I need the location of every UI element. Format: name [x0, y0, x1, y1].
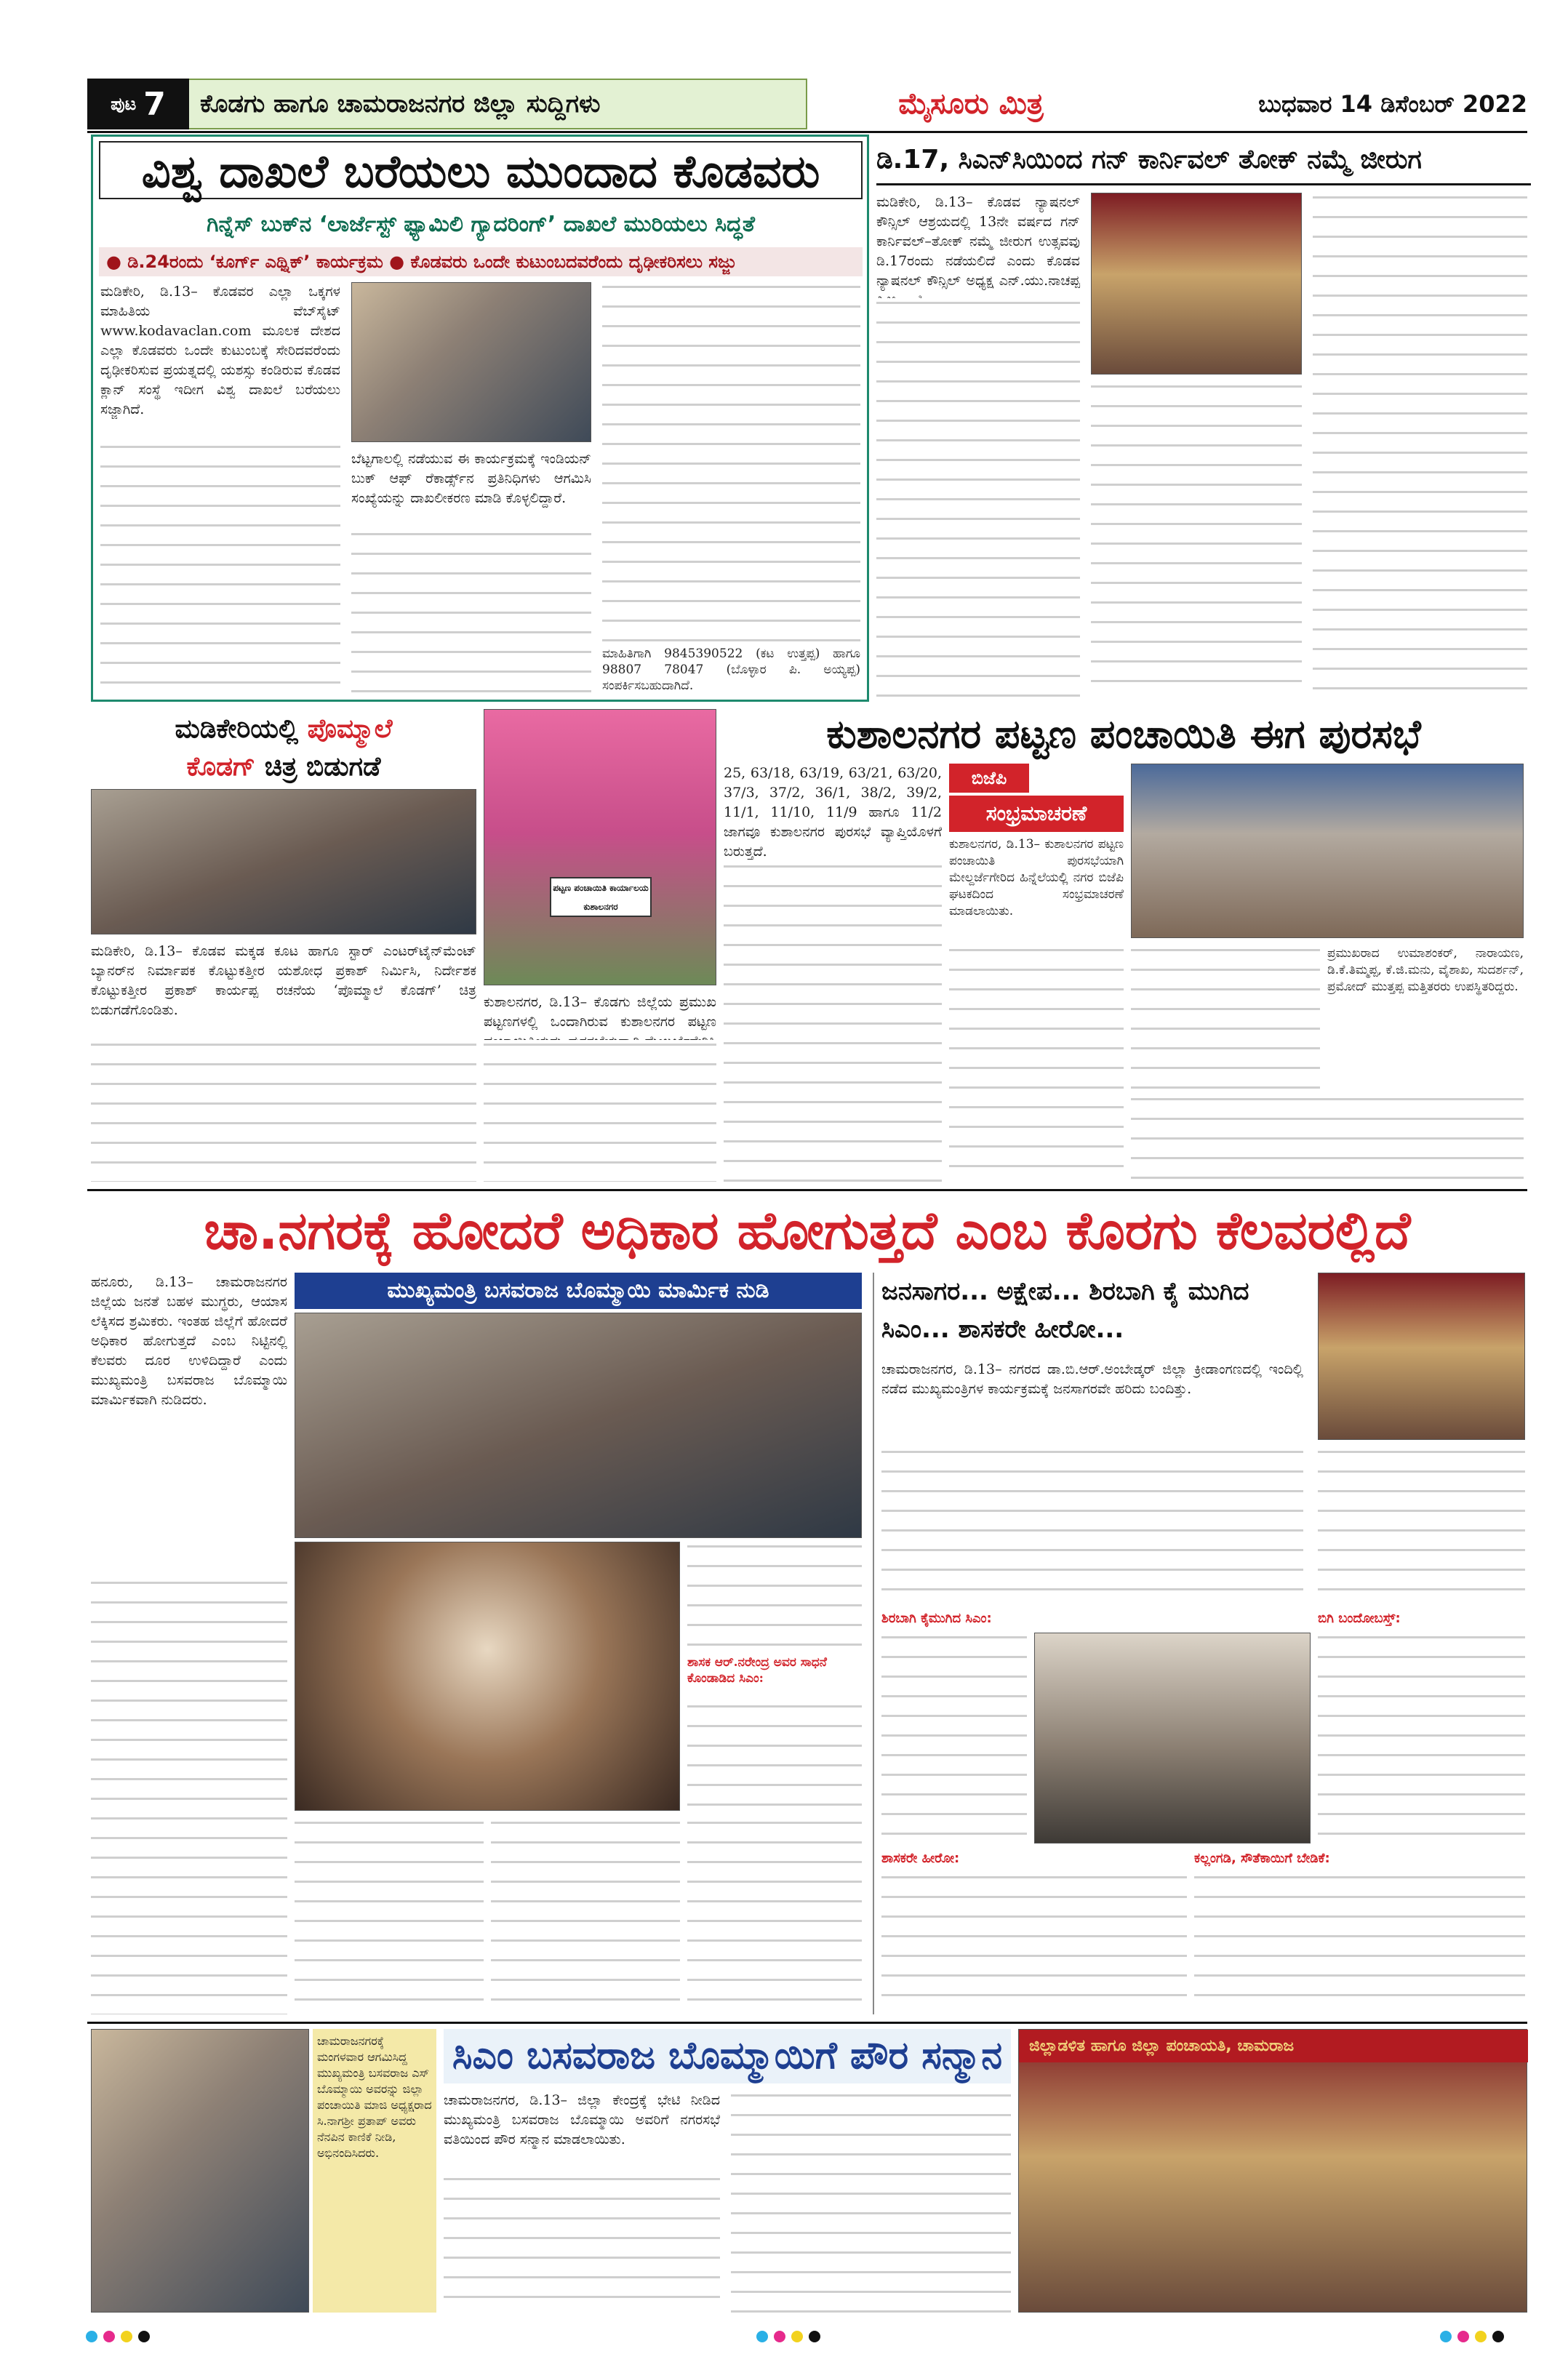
story-headline-kushalanagara: ಕುಶಾಲನಗರ ಪಟ್ಟಣ ಪಂಚಾಯಿತಿ ಈಗ ಪುರಸಭೆ	[826, 711, 1421, 757]
building-sign: ಪಟ್ಟಣ ಪಂಚಾಯಿತಿ ಕಾರ್ಯಾಲಯ ಕುಶಾಲನಗರ	[550, 877, 652, 917]
body-column-filler	[1194, 1873, 1525, 2011]
story-bjp-celebration	[949, 764, 1124, 1182]
subhead-3: ಶಾಸಕರೇ ಹೀರೋ:	[881, 1851, 960, 1866]
body-column-filler	[687, 1702, 862, 1811]
registration-dot-icon	[103, 2331, 115, 2342]
registration-dot-icon	[1440, 2331, 1452, 2342]
story-lead: ಚಾಮರಾಜನಗರ, ಡಿ.13– ನಗರದ ಡಾ.ಬಿ.ಆರ್.ಅಂಬೇಡ್ಕರ್ ಜಿಲ್ಲಾ ಕ್ರೀಡಾಂಗಣದಲ್ಲಿ ಇಂದಿಲ್ಲಿ ನಡೆದ ಮುಖ್ಯಮಂತ್ರಿಗಳ ಕಾರ್ಯಕ್ರಮಕ್ಕೆ ಜನಸಾಗರವೇ ಹರಿದು ಬಂದಿತ್ತು.	[881, 1361, 1303, 1397]
story-lead: ಚಾಮರಾಜನಗರ, ಡಿ.13– ಜಿಲ್ಲಾ ಕೇಂದ್ರಕ್ಕೆ ಭೇಟಿ ನೀಡಿದ ಮುಖ್ಯಮಂತ್ರಿ ಬಸವರಾಜ ಬೊಮ್ಮಾಯಿ ಅವರಿಗೆ ನಗರಸಭೆ ವತಿಯಿಂದ ಪೌರ ಸನ್ಮಾನ ಮಾಡಲಾಯಿತು.	[444, 2092, 720, 2147]
story-film-release	[91, 709, 476, 1182]
story-headline-line1	[91, 709, 476, 749]
subhead-2: ಬಿಗಿ ಬಂದೋಬಸ್ತ್:	[1318, 1611, 1401, 1626]
photo-panchayat-building	[484, 709, 716, 985]
story-subhead: ಗಿನ್ನೆಸ್ ಬುಕ್‌ನ ‘ಲಾರ್ಜೆಸ್ಟ್ ಫ್ಯಾಮಿಲಿ ಗ್ಯಾದರಿಂಗ್’ ದಾಖಲೆ ಮುರಿಯಲು ಸಿದ್ಧತೆ	[207, 212, 755, 237]
registration-dot-icon	[121, 2331, 132, 2342]
page-number: 7	[143, 85, 166, 123]
registration-dot-icon	[774, 2331, 785, 2342]
subhead-4: ಕಲ್ಲಂಗಡಿ, ಸೌತೆಕಾಯಿಗೆ ಬೇಡಿಕೆ:	[1194, 1851, 1330, 1866]
body-column-filler	[1091, 382, 1302, 698]
photo-felicitation	[91, 2029, 309, 2313]
story-lead: ಕುಶಾಲನಗರ, ಡಿ.13– ಕುಶಾಲನಗರ ಪಟ್ಟಣ ಪಂಚಾಯಿತಿ ಪುರಸಭೆಯಾಗಿ ಮೇಲ್ದರ್ಜೆಗೇರಿದ ಹಿನ್ನೆಲೆಯಲ್ಲಿ ನಗರ ಬಿಜೆಪಿ ಘಟಕದಿಂದ ಸಂಭ್ರಮಾಚರಣೆ ಮಾಡಲಾಯಿತು.	[949, 837, 1124, 918]
subhead-1: ಶಿರಬಾಗಿ ಕೈಮುಗಿದ ಸಿಎಂ:	[881, 1611, 992, 1626]
registration-dot-icon	[1492, 2331, 1504, 2342]
backdrop-banner: ಜಿಲ್ಲಾಡಳಿತ ಹಾಗೂ ಜಿಲ್ಲಾ ಪಂಚಾಯತಿ, ಚಾಮರಾಜ	[1019, 2030, 1528, 2062]
masthead-rule	[87, 131, 1527, 133]
body-column-filler	[687, 1818, 862, 2014]
story-headline-main: ಚಾ.ನಗರಕ್ಕೆ ಹೋದರೆ ಅಧಿಕಾರ ಹೋಗುತ್ತದೆ ಎಂಬ ಕೊರಗು ಕೆಲವರಲ್ಲಿದೆ	[204, 1200, 1411, 1261]
body-column-filler	[949, 945, 1124, 1182]
photo-nachappa	[1091, 193, 1302, 375]
photo-cm-stage	[295, 1313, 862, 1538]
body-column-filler	[100, 442, 340, 697]
story-world-record	[91, 135, 869, 702]
section-rule	[87, 1189, 1527, 1191]
body-column-filler	[1318, 1447, 1525, 1607]
story-headline-line2	[91, 749, 476, 785]
registration-dot-icon	[791, 2331, 803, 2342]
body-column-filler	[444, 2174, 720, 2313]
headline-highlight: ಪೊಮ್ಮಾಲೆ	[307, 714, 393, 744]
body-column-filler	[484, 1040, 716, 1182]
headline-red-word: ಕೊಡಗ್	[186, 752, 256, 782]
registration-dot-icon	[809, 2331, 820, 2342]
cm-banner: ಮುಖ್ಯಮಂತ್ರಿ ಬಸವರಾಜ ಬೊಮ್ಮಾಯಿ ಮಾರ್ಮಿಕ ನುಡಿ	[295, 1273, 862, 1309]
story-janasagara	[873, 1273, 1527, 2014]
caption-text: ಬೆಟ್ಟಗಾಲಲ್ಲಿ ನಡೆಯುವ ಈ ಕಾರ್ಯಕ್ರಮಕ್ಕೆ ಇಂಡಿಯನ್ ಬುಕ್ ಆಫ್ ರೆಕಾರ್ಡ್ಸ್‌ನ ಪ್ರತಿನಿಧಿಗಳು ಆಗಮಿಸಿ ಸಂಖ್ಯೆಯನ್ನು ದಾಖಲೀಕರಣ ಮಾಡಿ ಕೊಳ್ಳಲಿದ್ದಾರೆ.	[351, 451, 591, 506]
photo-civic-honour	[1018, 2029, 1527, 2313]
paper-nameplate: ಮೈಸೂರು ಮಿತ್ರ	[898, 87, 1044, 121]
story-gun-carnival	[876, 135, 1531, 702]
body-column-filler	[881, 1447, 1303, 1607]
headline-prefix: ಮಡಿಕೇರಿಯಲ್ಲಿ	[175, 714, 299, 744]
lead-text: ಮಡಿಕೇರಿ, ಡಿ.13– ಕೊಡವರ ಎಲ್ಲಾ ಒಕ್ಕಗಳ ಮಾಹಿತಿಯ ವೆಬ್‌ಸೈಟ್ www.kodavaclan.com ಮೂಲಕ ದೇಶದ ಎಲ್ಲಾ ಕೊಡವರು ಒಂದೇ ಕುಟುಂಬಕ್ಕೆ ಸೇರಿದವರೆಂದು ದೃಢೀಕರಿಸುವ ಪ್ರಯತ್ನದಲ್ಲಿ ಯಶಸ್ಸು ಕಂಡಿರುವ ಕೊಡವ ಕ್ಲಾನ್ ಸಂಸ್ಥೆ ಇದೀಗ ವಿಶ್ವ ದಾಖಲೆ ಬರೆಯಲು ಸಜ್ಜಾಗಿದೆ.	[100, 284, 340, 417]
photo-bjp-crowd	[1131, 764, 1524, 938]
bjp-names: ಪ್ರಮುಖರಾದ ಉಮಾಶಂಕರ್, ನಾರಾಯಣ, ಡಿ.ಕೆ.ತಿಮ್ಮಪ್ಪ, ಕೆ.ಜಿ.ಮನು, ವೈಶಾಖ, ಸುದರ್ಶನ್, ಪ್ರಮೋದ್ ಮುತ್ತಪ್ಪ ಮತ್ತಿತರರು ಉಪಸ್ಥಿತರಿದ್ದರು.	[1327, 946, 1524, 994]
registration-dot-icon	[756, 2331, 768, 2342]
photo-caption: ಚಾಮರಾಜನಗರಕ್ಕೆ ಮಂಗಳವಾರ ಆಗಮಿಸಿದ್ದ ಮುಖ್ಯಮಂತ್ರಿ ಬಸವರಾಜ ಎಸ್ ಬೊಮ್ಮಾಯಿ ಅವರನ್ನು ಜಿಲ್ಲಾ ಪಂಚಾಯಿತಿ ಮಾಜಿ ಅಧ್ಯಕ್ಷರಾದ ಸಿ.ನಾಗಶ್ರೀ ಪ್ರತಾಪ್ ಅವರು ನೆನಪಿನ ಕಾಣಿಕೆ ನೀಡಿ, ಅಭಿನಂದಿಸಿದರು.	[313, 2029, 436, 2313]
story-headline: ಜನಸಾಗರ... ಅಕ್ಷೇಪ... ಶಿರಬಾಗಿ ಕೈ ಮುಗಿದ ಸಿಎಂ... ಶಾಸಕರೇ ಹೀರೋ...	[881, 1277, 1249, 1344]
photo-film-launch	[91, 789, 476, 934]
body-column-filler	[1318, 1633, 1525, 1843]
body-column-filler	[1313, 193, 1527, 698]
registration-dot-icon	[1475, 2331, 1487, 2342]
registration-dot-icon	[1457, 2331, 1469, 2342]
registration-dot-icon	[138, 2331, 150, 2342]
registration-dot-icon	[86, 2331, 97, 2342]
headline-rest: ಚಿತ್ರ ಬಿಡುಗಡೆ	[264, 752, 381, 782]
story-lead: ಮಡಿಕೇರಿ, ಡಿ.13– ಕೊಡವ ಮಕ್ಕಡ ಕೂಟ ಹಾಗೂ ಸ್ಟಾರ್ ಎಂಟರ್‌ಟೈನ್‌ಮೆಂಟ್ ಬ್ಯಾನರ್‌ನ ನಿರ್ಮಾಪಕ ಕೊಟ್ಟುಕತ್ತೀರ ಯಶೋಧ ಪ್ರಕಾಶ್ ನಿರ್ಮಿಸಿ, ನಿರ್ದೇಶಕ ಕೊಟ್ಟುಕತ್ತೀರ ಪ್ರಕಾಶ್ ಕಾರ್ಯಪ್ಪ ರಚನೆಯ ‘ಪೊಮ್ಮಾಲೆ ಕೊಡಗ್’ ಚಿತ್ರ ಬಿಡುಗಡೆಗೊಂಡಿತು.	[91, 943, 476, 1018]
story-kicker: ● ಡಿ.24ರಂದು ‘ಕೂರ್ಗ್ ಎಥ್ನಿಕ್’ ಕಾರ್ಯಕ್ರಮ ● ಕೊಡವರು ಒಂದೇ ಕುಟುಂಬದವರೆಂದು ದೃಢೀಕರಿಸಲು ಸಜ್ಜು	[99, 247, 863, 276]
inline-subhead: ಶಾಸಕ ಆರ್.ನರೇಂದ್ರ ಅವರ ಸಾಧನೆ ಕೊಂಡಾಡಿದ ಸಿಎಂ:	[687, 1655, 827, 1686]
contact-text: ಮಾಹಿತಿಗಾಗಿ 9845390522 (ಕಟ ಉತ್ತಪ್ಪ) ಹಾಗೂ 98807 78047 (ಬೊಳ್ಳಾರ ಪಿ. ಅಯ್ಯಪ್ಪ) ಸಂಪರ್ಕಿಸಬಹುದಾಗಿದೆ.	[602, 646, 860, 693]
story-headline: ಡಿ.17, ಸಿಎನ್‌ಸಿಯಿಂದ ಗನ್ ಕಾರ್ನಿವಲ್ ತೋಕ್ ನಮ್ಮೆ ಜೀರುಗ	[876, 135, 1531, 185]
body-column-filler	[1131, 1094, 1524, 1182]
body-column-filler	[724, 862, 942, 1182]
story-headline-paura: ಸಿಎಂ ಬಸವರಾಜ ಬೊಮ್ಮಾಯಿಗೆ ಪೌರ ಸನ್ಮಾನ	[444, 2029, 1011, 2083]
body-column-filler	[602, 282, 860, 646]
tag-celebration: ಸಂಭ್ರಮಾಚರಣೆ	[949, 796, 1124, 832]
body-column-filler	[881, 1633, 1027, 1727]
tag-bjp: ಬಿಜೆಪಿ	[949, 764, 1029, 793]
body-column-filler	[687, 1542, 862, 1651]
body-column-filler	[91, 1578, 287, 2014]
photo-stage-crowd	[1034, 1633, 1311, 1843]
section-title: ಕೊಡಗು ಹಾಗೂ ಚಾಮರಾಜನಗರ ಜಿಲ್ಲಾ ಸುದ್ದಿಗಳು	[200, 89, 601, 119]
survey-numbers: 25, 63/18, 63/19, 63/21, 63/20, 37/3, 37/2, 36/1, 38/2, 39/2, 11/1, 11/10, 11/9 ಹಾಗೂ 11/2 ಜಾಗವೂ ಕುಶಾಲನಗರ ಪುರಸಭೆ ವ್ಯಾಪ್ತಿಯೊಳಗೆ ಬರುತ್ತದೆ.	[724, 765, 942, 860]
photo-speakers	[351, 282, 591, 442]
page-number-badge	[87, 79, 189, 129]
story-headline: ವಿಶ್ವ ದಾಖಲೆ ಬರೆಯಲು ಮುಂದಾದ ಕೊಡವರು	[99, 141, 863, 199]
story-lead: ಮಡಿಕೇರಿ, ಡಿ.13– ಕೊಡವ ನ್ಯಾಷನಲ್ ಕೌನ್ಸಿಲ್ ಆಶ್ರಯದಲ್ಲಿ 13ನೇ ವರ್ಷದ ಗನ್ ಕಾರ್ನಿವಲ್–ತೋಕ್ ನಮ್ಮೆ ಜೀರುಗ ಉತ್ಸವವು ಡಿ.17ರಂದು ನಡೆಯಲಿದೆ ಎಂದು ಕೊಡವ ನ್ಯಾಷನಲ್ ಕೌನ್ಸಿಲ್ ಅಧ್ಯಕ್ಷ ಎನ್.ಯು.ನಾಚಪ್ಪ	[876, 194, 1080, 289]
body-column-filler	[731, 2091, 1011, 2313]
body-column-filler	[91, 1040, 476, 1182]
body-column-filler	[881, 1731, 1027, 1843]
page-label: ಪುಟ	[111, 94, 137, 114]
story-lead: ಹನೂರು, ಡಿ.13– ಚಾಮರಾಜನಗರ ಜಿಲ್ಲೆಯ ಜನತೆ ಬಹಳ ಮುಗ್ಧರು, ಆಯಾಸ ಲೆಕ್ಕಿಸದ ಶ್ರಮಿಕರು. ಇಂತಹ ಜಿಲ್ಲೆಗೆ ಹೋದರೆ ಅಧಿಕಾರ ಹೋಗುತ್ತದೆ ಎಂಬ ನಿಟ್ಟಿನಲ್ಲಿ ಕೆಲವರು ದೂರ ಉಳಿದಿದ್ದಾರೆ ಎಂದು ಮುಖ್ಯಮಂತ್ರಿ ಬಸವರಾಜ ಬೊಮ್ಮಾಯಿ ಮಾರ್ಮಿಕವಾಗಿ ನುಡಿದರು.	[91, 1274, 287, 1408]
story-lead: ಕುಶಾಲನಗರ, ಡಿ.13– ಕೊಡಗು ಜಿಲ್ಲೆಯ ಪ್ರಮುಖ ಪಟ್ಟಣಗಳಲ್ಲಿ ಒಂದಾಗಿರುವ ಕುಶಾಲನಗರ ಪಟ್ಟಣ	[484, 994, 716, 1030]
body-column-filler	[295, 1818, 484, 2014]
section-rule	[87, 2022, 1527, 2024]
body-column-filler	[351, 529, 591, 697]
photo-crowd	[295, 1542, 680, 1811]
body-column-filler	[1131, 945, 1320, 1091]
body-column-filler	[881, 1873, 1187, 2011]
body-column-filler	[491, 1818, 680, 2014]
body-column-filler	[876, 298, 1080, 698]
photo-cm-namaste	[1318, 1273, 1525, 1440]
issue-date: ಬುಧವಾರ 14 ಡಿಸೆಂಬರ್ 2022	[1258, 90, 1527, 118]
